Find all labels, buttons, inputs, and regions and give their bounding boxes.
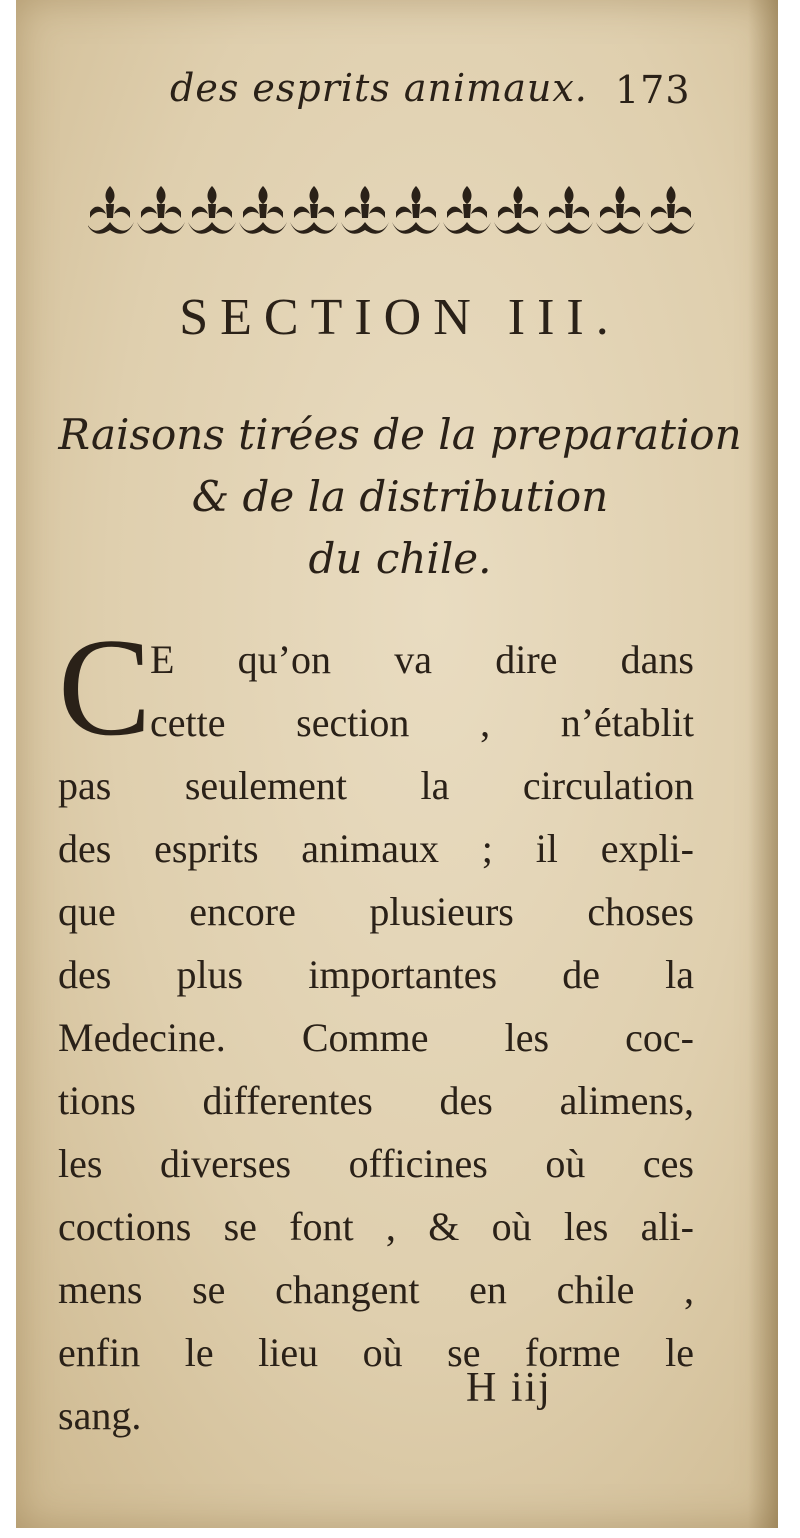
fleuron-mark	[137, 186, 185, 234]
text-line	[58, 691, 694, 754]
text-line	[58, 1006, 694, 1069]
word: les	[58, 1141, 103, 1186]
word: ,	[480, 700, 491, 745]
fleuron-mark	[545, 186, 593, 234]
word: où	[545, 1141, 586, 1186]
word: dans	[620, 637, 694, 682]
word: lieu	[258, 1330, 319, 1375]
word: se	[192, 1267, 226, 1312]
word: officines	[348, 1141, 488, 1186]
running-head	[170, 66, 710, 126]
fleuron-mark	[239, 186, 287, 234]
body-paragraph	[58, 610, 694, 1447]
section-subtitle	[0, 404, 800, 590]
word: des	[58, 952, 112, 997]
word: alimens,	[559, 1078, 694, 1123]
fleuron-mark	[188, 186, 236, 234]
fleuron-mark	[88, 186, 134, 234]
word: de	[562, 952, 600, 997]
word: choses	[587, 889, 694, 934]
word: Comme	[301, 1015, 429, 1060]
word: il	[535, 826, 558, 871]
word: des	[439, 1078, 493, 1123]
word: circulation	[522, 763, 694, 808]
word: que	[58, 889, 116, 934]
fleuron-mark	[647, 186, 695, 234]
text-line	[58, 1384, 694, 1447]
fleuron-mark	[443, 186, 491, 234]
word: diverses	[159, 1141, 292, 1186]
word: dire	[495, 637, 558, 682]
text-line	[58, 1069, 694, 1132]
word: differentes	[202, 1078, 373, 1123]
word: ces	[642, 1141, 694, 1186]
word: se	[447, 1330, 481, 1375]
word: mens	[58, 1267, 143, 1312]
word: ,	[684, 1267, 694, 1312]
word: plus	[176, 952, 244, 997]
word: section	[296, 700, 410, 745]
word: le	[665, 1330, 694, 1375]
text-line	[58, 1321, 694, 1384]
word: des	[58, 826, 112, 871]
fleuron-mark	[341, 186, 389, 234]
word: n’établit	[560, 700, 694, 745]
word: coc-	[625, 1015, 694, 1060]
word: expli-	[600, 826, 694, 871]
fleuron-mark	[494, 186, 542, 234]
word: où	[491, 1204, 532, 1249]
word: chile	[556, 1267, 635, 1312]
text-line	[58, 1195, 694, 1258]
word: où	[362, 1330, 403, 1375]
text-line	[58, 1258, 694, 1321]
text-line	[58, 754, 694, 817]
running-head-title: des esprits animaux.	[170, 66, 588, 110]
word: tions	[58, 1078, 136, 1123]
fleuron-mark	[596, 186, 644, 234]
word: la	[665, 952, 694, 997]
page-number: 173	[615, 68, 691, 112]
signature-mark: H iij	[466, 1365, 552, 1411]
word: coctions	[58, 1204, 192, 1249]
word: ;	[481, 826, 493, 871]
word: les	[563, 1204, 609, 1249]
word: plusieurs	[369, 889, 514, 934]
word: esprits	[154, 826, 259, 871]
word: importantes	[308, 952, 498, 997]
fleuron-band-icon	[88, 178, 698, 248]
subtitle-line: du chile.	[308, 534, 492, 583]
fleuron-mark	[392, 186, 440, 234]
word: font	[289, 1204, 354, 1249]
section-title: SECTION III.	[179, 289, 621, 346]
word: en	[469, 1267, 507, 1312]
fleuron-mark	[290, 186, 338, 234]
word: le	[184, 1330, 214, 1375]
word: qu’on	[237, 637, 331, 682]
word: Medecine.	[58, 1015, 226, 1060]
word: &	[428, 1204, 460, 1249]
word: se	[223, 1204, 257, 1249]
text-line	[58, 943, 694, 1006]
subtitle-line: & de la distribution	[191, 472, 609, 521]
word: pas	[58, 763, 112, 808]
word: enfin	[58, 1330, 141, 1375]
word: ,	[385, 1204, 396, 1249]
subtitle-line: Raisons tirées de la preparation	[58, 410, 742, 459]
word: encore	[189, 889, 296, 934]
word: seulement	[184, 763, 348, 808]
word: va	[394, 637, 432, 682]
word: forme	[525, 1330, 621, 1375]
drop-cap: C	[58, 610, 152, 765]
text-line	[58, 1132, 694, 1195]
text-line	[58, 628, 694, 691]
word: les	[504, 1015, 550, 1060]
word: changent	[275, 1267, 420, 1312]
word: cette	[150, 700, 226, 745]
word: ali-	[640, 1204, 694, 1249]
word: sang.	[58, 1393, 142, 1438]
word: E	[150, 637, 175, 682]
text-line	[58, 817, 694, 880]
word: la	[420, 763, 450, 808]
word: animaux	[301, 826, 440, 871]
text-line	[58, 880, 694, 943]
